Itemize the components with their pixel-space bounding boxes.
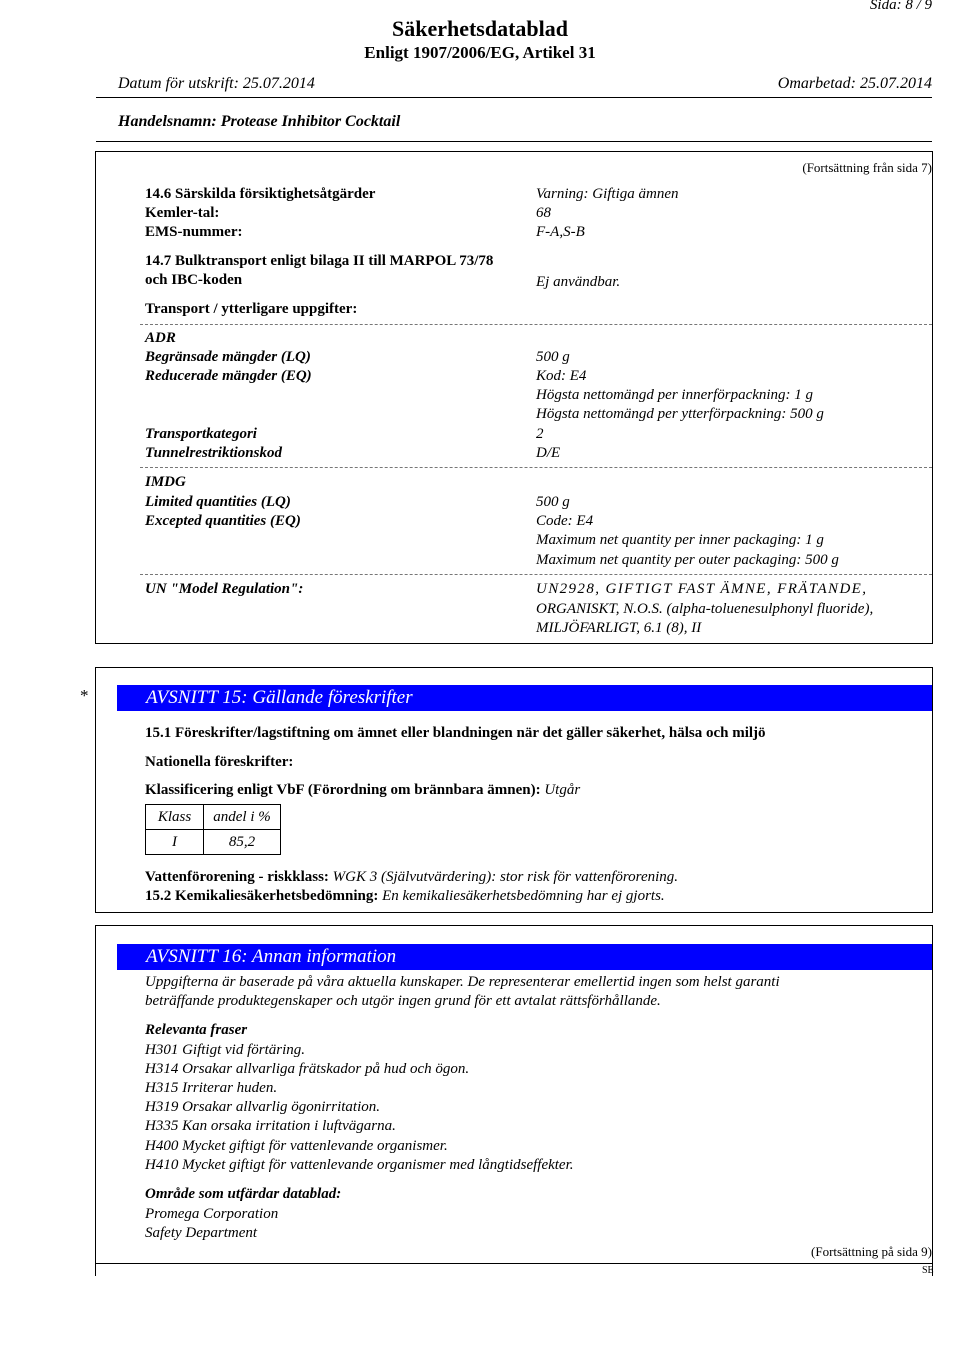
adr-eq-label: Reducerade mängder (EQ)	[145, 368, 312, 384]
table-header-cell: Klass	[146, 805, 204, 830]
imdg-eq-value: Code: E4	[536, 513, 594, 529]
un-label: UN "Model Regulation":	[145, 581, 304, 597]
issuer-line-1: Promega Corporation	[145, 1206, 279, 1222]
table-header-cell: andel i %	[204, 805, 281, 830]
precautions-value: Varning: Giftiga ämnen	[536, 186, 679, 202]
vbf-label: Klassificering enligt VbF (Förordning om brännbara ämnen):	[145, 782, 541, 798]
adr-lq-label: Begränsade mängder (LQ)	[145, 349, 311, 365]
phrase-item: H301 Giftigt vid förtäring.	[145, 1042, 306, 1058]
flammability-class-table	[145, 804, 281, 855]
ems-value: F-A,S-B	[536, 224, 585, 240]
relevant-phrases-heading: Relevanta fraser	[145, 1022, 248, 1038]
chemical-safety-line	[145, 888, 665, 905]
divider	[140, 467, 932, 468]
transport-extra-label: Transport / ytterligare uppgifter:	[145, 301, 358, 317]
adr-category-value: 2	[536, 426, 544, 442]
trade-name-rule	[96, 141, 932, 142]
un-description-line-2: ORGANISKT, N.O.S. (alpha-toluenesulphonyl fluoride),	[536, 601, 874, 617]
issuer-line-2: Safety Department	[145, 1225, 258, 1241]
section-15-heading: AVSNITT 15: Gällande föreskrifter	[117, 685, 932, 711]
adr-eq-value: Kod: E4	[536, 368, 587, 384]
bulk-transport-label-2: och IBC-koden	[145, 272, 243, 288]
adr-lq-value: 500 g	[536, 349, 570, 365]
trade-name: Handelsnamn: Protease Inhibitor Cocktail	[118, 113, 401, 130]
continued-on-note: (Fortsättning på sida 9)	[811, 1244, 932, 1259]
header-rule	[96, 97, 932, 98]
imdg-eq-outer: Maximum net quantity per outer packaging: 500 g	[536, 552, 839, 568]
change-marker: *	[80, 686, 89, 705]
phrase-item: H314 Orsakar allvarliga frätskador på hud och ögon.	[145, 1061, 470, 1077]
water-hazard-value: WGK 3 (Självutvärdering): stor risk för vattenförorening.	[332, 869, 679, 885]
adr-heading: ADR	[145, 330, 176, 346]
revision-date: Omarbetad: 25.07.2014	[777, 75, 932, 92]
language-code: SE	[922, 1265, 934, 1276]
adr-eq-outer: Högsta nettomängd per ytterförpackning: 500 g	[536, 406, 824, 422]
kemler-label: Kemler-tal:	[145, 205, 220, 221]
adr-category-label: Transportkategori	[145, 426, 257, 442]
phrase-item: H400 Mycket giftigt för vattenlevande organismer.	[145, 1138, 448, 1154]
continued-from-note: (Fortsättning från sida 7)	[802, 160, 932, 175]
imdg-eq-label: Excepted quantities (EQ)	[145, 513, 301, 529]
precautions-label: 14.6 Särskilda försiktighetsåtgärder	[145, 186, 376, 202]
divider	[140, 574, 932, 575]
water-hazard-line	[145, 869, 678, 886]
ems-label: EMS-nummer:	[145, 224, 243, 240]
kemler-value: 68	[536, 205, 551, 221]
bulk-transport-label: 14.7 Bulktransport enligt bilaga II till MARPOL 73/78	[145, 253, 494, 269]
regulations-subheading: 15.1 Föreskrifter/lagstiftning om ämnet eller blandningen när det gäller säkerhet, hälsa och miljö	[145, 725, 766, 741]
disclaimer-line-2: beträffande produktegenskaper och utgör ingen grund för ett avtalat rättsförhållande.	[145, 993, 661, 1009]
vbf-value: Utgår	[544, 782, 581, 798]
phrase-item: H315 Irriterar huden.	[145, 1080, 278, 1096]
section-16-heading: AVSNITT 16: Annan information	[117, 944, 932, 970]
table-cell: 85,2	[204, 830, 281, 855]
imdg-heading: IMDG	[145, 474, 186, 490]
document-subtitle: Enligt 1907/2006/EG, Artikel 31	[364, 43, 596, 62]
table-row	[146, 830, 281, 855]
adr-tunnel-value: D/E	[536, 445, 561, 461]
un-description-line-1: UN2928, GIFTIGT FAST ÄMNE, FRÄTANDE,	[536, 581, 868, 597]
table-header-row	[146, 805, 281, 830]
print-date: Datum för utskrift: 25.07.2014	[118, 75, 315, 92]
document-title: Säkerhetsdatablad	[391, 16, 569, 41]
vbf-classification	[145, 782, 580, 799]
phrase-item: H319 Orsakar allvarlig ögonirritation.	[145, 1099, 381, 1115]
chemical-safety-value: En kemikaliesäkerhetsbedömning har ej gjorts.	[382, 888, 665, 904]
imdg-eq-inner: Maximum net quantity per inner packaging: 1 g	[536, 532, 824, 548]
table-cell: I	[146, 830, 204, 855]
bulk-transport-value: Ej användbar.	[536, 274, 621, 290]
footer-rule	[96, 1263, 932, 1264]
divider	[140, 324, 932, 325]
adr-tunnel-label: Tunnelrestriktionskod	[145, 445, 282, 461]
adr-eq-inner: Högsta nettomängd per innerförpackning: 1 g	[536, 387, 814, 403]
national-regulations-label: Nationella föreskrifter:	[145, 754, 294, 770]
disclaimer-line-1: Uppgifterna är baserade på våra aktuella kunskaper. De representerar emellertid ingen som helst garanti	[145, 974, 780, 990]
chemical-safety-label: 15.2 Kemikaliesäkerhetsbedömning:	[145, 888, 379, 904]
phrase-item: H335 Kan orsaka irritation i luftvägarna.	[145, 1118, 396, 1134]
un-description-line-3: MILJÖFARLIGT, 6.1 (8), II	[536, 620, 702, 636]
imdg-lq-label: Limited quantities (LQ)	[145, 494, 291, 510]
page-number: Sida: 8 / 9	[869, 0, 932, 13]
issuer-label: Område som utfärdar datablad:	[145, 1186, 342, 1202]
imdg-lq-value: 500 g	[536, 494, 570, 510]
water-hazard-label: Vattenförorening - riskklass:	[145, 869, 329, 885]
phrase-item: H410 Mycket giftigt för vattenlevande organismer med långtidseffekter.	[145, 1157, 574, 1173]
